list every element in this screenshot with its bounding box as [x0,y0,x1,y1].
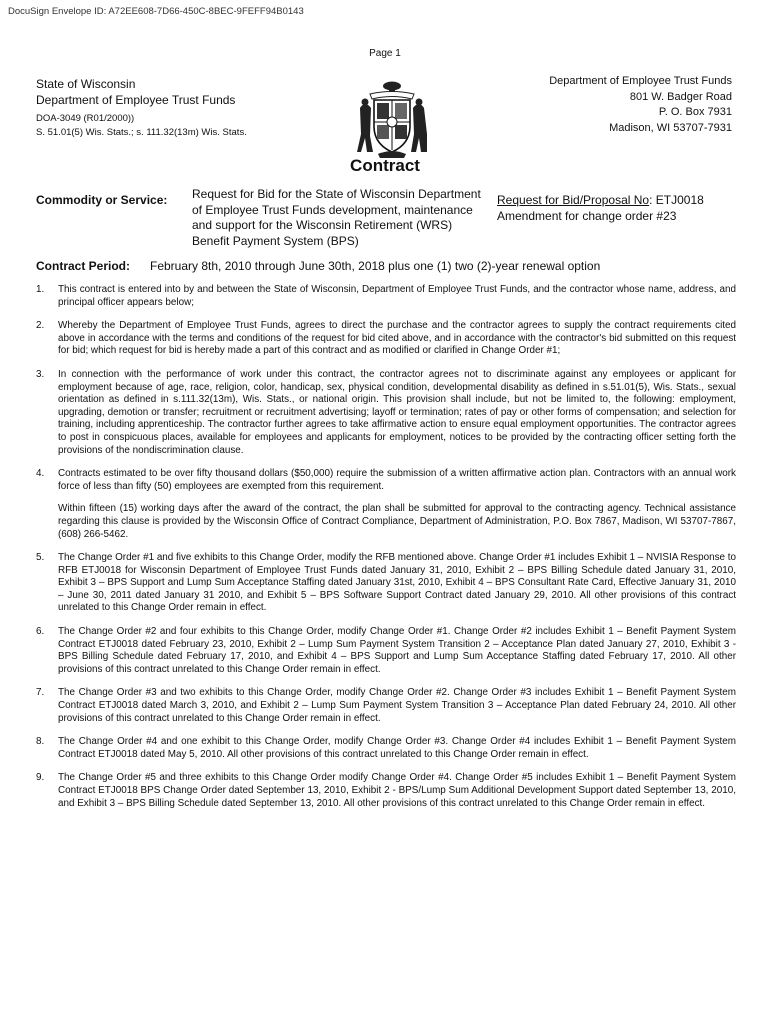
clause-text: This contract is entered into by and between the State of Wisconsin, Department of Employee Trust Funds, and the contractor whose name, address, and principal officer appears below; [58,284,736,308]
clause-8 [36,736,736,761]
clause-number: 5. [36,552,45,564]
statute-reference: S. 51.01(5) Wis. Stats.; s. 111.32(13m) Wis. Stats. [36,127,247,138]
clause-7 [36,687,736,725]
clause-text: In connection with the performance of work under this contract, the contractor agrees not to discriminate against any employees or applicant for employment because of age, race, religion, color, handicap, sex, physical condition, developmental disability as defined in s.51.01(5), Wis. Stats., sexual orientation as defined in s.111.32(13m), Wis. Stats., or national origin. This provision shall include, but not be limited to, the following: employment, upgrading, demotion or transfer; recruitment or recruitment advertising; layoff or termination; rates of pay or other forms of compensation; and selection for training, including apprenticeship. The contractor further agrees to take affirmative action to ensure equal employment opportunities. The contractor agrees to post in conspicuous places, available for employees and applicants for employment, notices to be provided by the contracting officer setting forth the provisions of the nondiscrimination clause. [58,368,736,456]
commodity-value: Request for Bid for the State of Wisconsin Department of Employee Trust Funds development, maintenance and support for the Wisconsin Retirement (WRS) Benefit Payment System (BPS) [192,187,481,248]
clause-4 [36,468,736,541]
clause-text-continued: Within fifteen (15) working days after the award of the contract, the plan shall be submitted for approval to the contracting agency. Technical assistance regarding this clause is provided by the Wisconsin Office of Contract Compliance, Department of Administration, P.O. Box 7867, Madison, WI 53707-7867, (608) 266-5462. [58,503,736,540]
commodity-label: Commodity or Service: [36,193,168,207]
clause-list [36,284,736,821]
clause-text: The Change Order #2 and four exhibits to this Change Order, modify Change Order #1. Change Order #2 includes Exhibit 1 – Benefit Payment System Contract ETJ0018 dated February 23, 2010, Exhibit 2 – Lump Sum Payment System Transition 2 – Acceptance Plan dated January 27, 2010, Exhibit 3 - BPS Billing Schedule dated February 17, 2010, and Exhibit 4 – BPS Support and Lump Sum Acceptance Staffing dated February 17, 2010. All other provisions of this contract unrelated to this Change Order remain in effect. [58,626,736,675]
return-street: 801 W. Badger Road [629,90,732,103]
clause-number: 8. [36,736,45,748]
clause-3 [36,369,736,457]
clause-6 [36,626,736,676]
state-name: State of Wisconsin [36,77,136,91]
clause-text: The Change Order #4 and one exhibit to this Change Order, modify Change Order #3. Change Order #4 includes Exhibit 1 – Benefit Payment System Contract ETJ0018 dated May 5, 2010. All other provisions of this contract unrelated to this Change Order remain in effect. [58,736,736,760]
clause-2 [36,320,736,358]
clause-number: 2. [36,320,45,332]
return-po-box: P. O. Box 7931 [658,106,732,118]
header-left [36,76,247,140]
document-title: Contract [350,156,420,175]
rfb-label: Request for Bid/Proposal No [497,193,650,207]
clause-text: Whereby the Department of Employee Trust Funds, agrees to direct the purchase and the contractor agrees to supply the contract requirements cited above in accordance with the terms and conditions of the request for bid cited above, and in accordance with the contractor's bid submitted on this request for bid; which request for bid is hereby made a part of this contract and as modified or clarified in Change Order #1; [58,320,736,357]
clause-text: The Change Order #3 and two exhibits to this Change Order, modify Change Order #2. Change Order #3 includes Exhibit 1 – Benefit Payment System Contract ETJ0018 dated March 3, 2010, and Exhibit 2 – Lump Sum Payment System Transition 3 – Acceptance Plan dated February 24, 2010. All other provisions of this contract unrelated to this Change Order remain in effect. [58,687,736,724]
clause-9 [36,772,736,810]
state-seal-icon [356,78,428,160]
clause-text: The Change Order #5 and three exhibits to this Change Order modify Change Order #4. Change Order #5 includes Exhibit 1 – Benefit Payment System Contract ETJ0018 BPS Change Order dated September 13, 2010, Exhibit 2 - BPS/Lump Sum Additional Development Support dated September 13, 2010, and Exhibit 3 – BPS Billing Schedule dated September 13, 2010. All other provisions of this contract unrelated to this Change Order remain in effect. [58,772,736,809]
docusign-envelope-id: DocuSign Envelope ID: A72EE608-7D66-450C-8BEC-9FEFF94B0143 [8,6,304,17]
return-city: Madison, WI 53707-7931 [609,121,732,134]
clause-number: 9. [36,772,45,784]
contract-period-value: February 8th, 2010 through June 30th, 2018 plus one (1) two (2)-year renewal option [150,259,601,273]
header-right [549,74,732,136]
clause-1 [36,284,736,309]
rfb-amendment: Amendment for change order #23 [497,208,677,223]
rfb-block [497,193,704,224]
clause-5 [36,552,736,615]
clause-text: The Change Order #1 and five exhibits to this Change Order, modify the RFB mentioned above. Change Order #1 includes Exhibit 1 – NVISIA Response to RFB ETJ0018 for Wisconsin Department of Employee Trust Funds dated January 31, 2010, Exhibit 2 – BPS Billing Schedule dated January 31, 2010, Exhibit 3 – BPS Support and Lump Sum Acceptance Staffing dated January 31st, 2010, Exhibit 4 – BPS Consultant Rate Card, Effective January 31, 2010 – June 30, 2011 dated January 31 2010, and Exhibit 5 – BPS Software Support Contract dated January 29, 2010. All other provisions of this contract unrelated to this Change Order remain in effect. [58,552,736,614]
clause-number: 4. [36,468,45,480]
clause-text: Contracts estimated to be over fifty thousand dollars ($50,000) require the submission of a written affirmative action plan. Contractors with an annual work force of less than fifty (50) employees are exempted from this requirement. [58,468,736,492]
contract-period-label: Contract Period: [36,259,131,273]
clause-number: 3. [36,368,45,380]
department-name: Department of Employee Trust Funds [36,93,236,107]
rfb-colon: : [649,193,656,207]
form-number: DOA-3049 (R01/2000)) [36,113,135,124]
clause-number: 7. [36,687,45,699]
return-department: Department of Employee Trust Funds [549,75,732,87]
page-number: Page 1 [369,48,401,59]
clause-number: 1. [36,284,45,295]
rfb-number: ETJ0018 [655,193,704,207]
clause-number: 6. [36,626,45,638]
